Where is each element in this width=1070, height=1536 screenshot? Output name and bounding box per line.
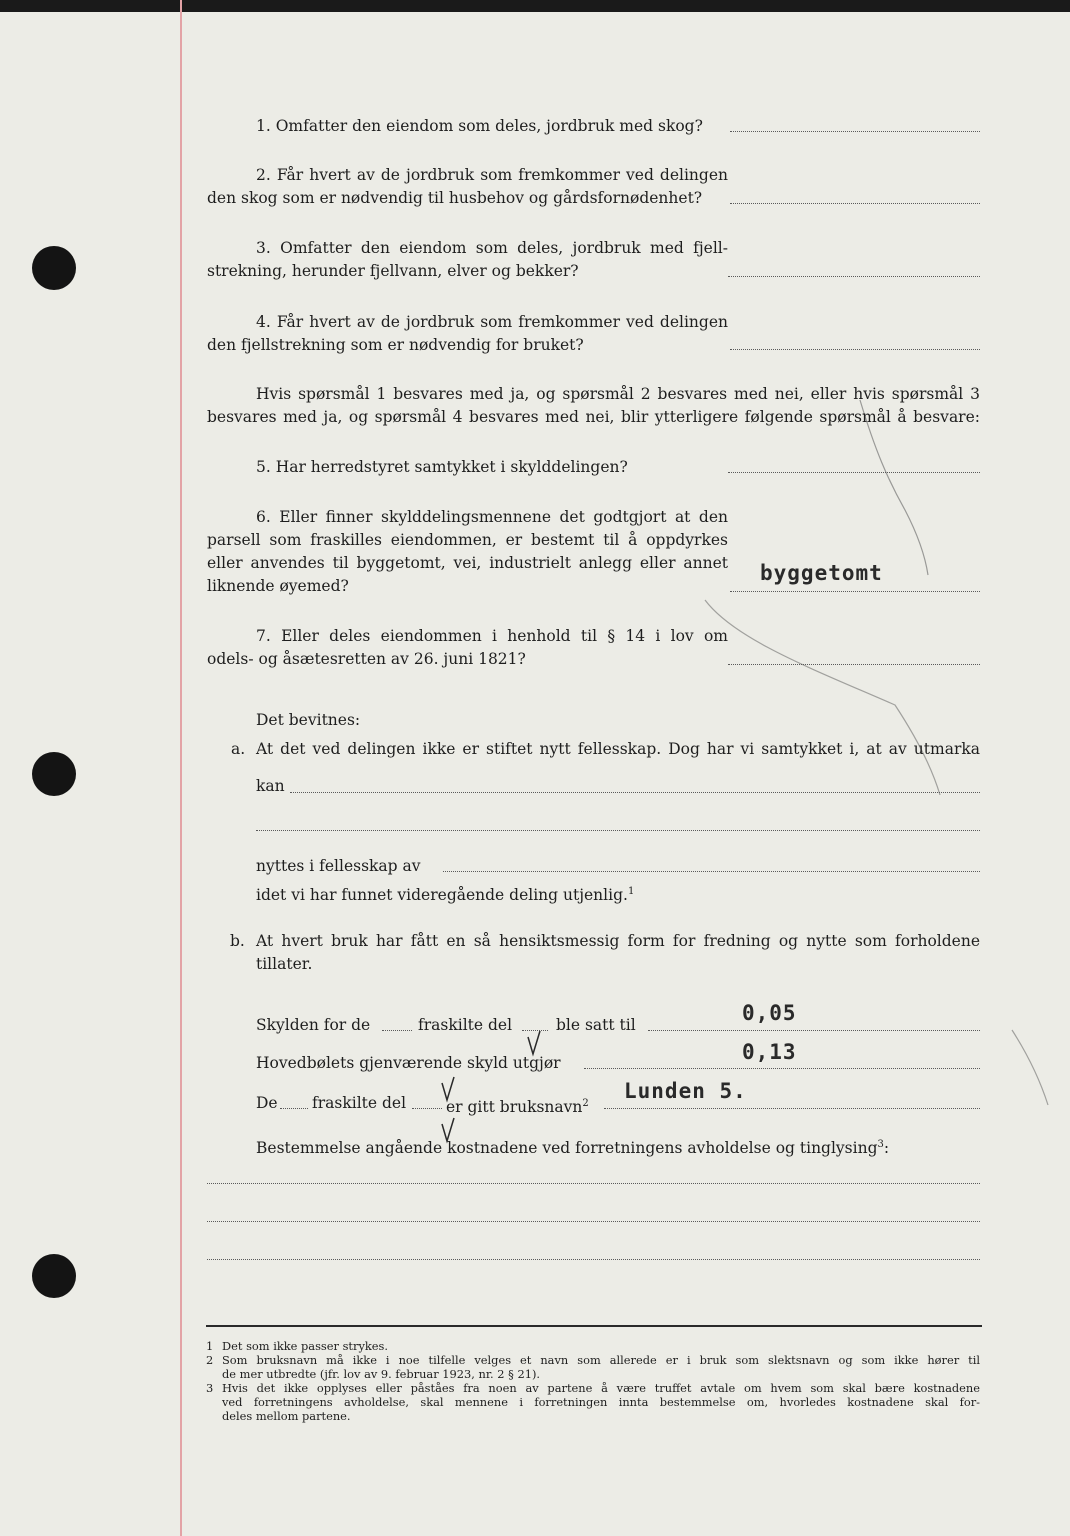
question-2-line-2: den skog som er nødvendig til husbehov og gårdsfornødenhet? [207, 189, 703, 207]
question-3-line-1: 3. Omfatter den eiendom som deles, jordbruk med fjell- [256, 239, 728, 257]
condition-line-1: Hvis spørsmål 1 besvares med ja, og spørsmål 2 besvares med nei, eller hvis spørsmål 3 [256, 385, 980, 403]
answer-line-bruksnavn[interactable] [604, 1108, 980, 1109]
skyld-label-2: fraskilte del [418, 1016, 513, 1034]
question-1: 1. Omfatter den eiendom som deles, jordbruk med skog? [256, 117, 703, 135]
question-2-line-1: 2. Får hvert av de jordbruk som fremkommer ved delingen [256, 166, 728, 184]
cost-line-2[interactable] [207, 1221, 980, 1222]
bruksnavn-label-1: De [256, 1094, 278, 1112]
answer-line-q7[interactable] [728, 664, 980, 665]
answer-line-q4[interactable] [730, 349, 980, 350]
cost-label-text: Bestemmelse angående kostnadene ved forretningens avholdelse og tinglysing [256, 1139, 878, 1158]
bruksnavn-label-3 [446, 1092, 589, 1119]
question-7-line-2: odels- og åsætesretten av 26. juni 1821? [207, 650, 526, 668]
attest-heading: Det bevitnes: [256, 711, 361, 729]
attest-nyttes: nyttes i fellesskap av [256, 857, 421, 875]
answer-line-q3[interactable] [728, 276, 980, 277]
skyld-blank-1[interactable] [382, 1030, 412, 1031]
bruksnavn-blank-1[interactable] [280, 1108, 308, 1109]
answer-line-skyld[interactable] [648, 1030, 980, 1031]
bruksnavn-blank-2[interactable] [412, 1108, 442, 1109]
footnote-ref-3: 3 [877, 1139, 884, 1150]
skyld-label-1: Skylden for de [256, 1016, 371, 1034]
skyld-value: 0,05 [742, 1001, 797, 1025]
footnote-1: Det som ikke passer strykes. [222, 1339, 388, 1353]
question-4-line-1: 4. Får hvert av de jordbruk som fremkommer ved delingen [256, 313, 728, 331]
footnote-ref-2: 2 [582, 1098, 589, 1109]
answer-line-q1[interactable] [730, 131, 980, 132]
question-6-line-2: parsell som fraskilles eiendommen, er bestemt til å oppdyrkes [207, 531, 728, 549]
attest-idet [256, 880, 634, 907]
skyld-label-3: ble satt til [556, 1016, 636, 1034]
question-6-line-4: liknende øyemed? [207, 577, 349, 595]
attest-a-label: a. [231, 740, 246, 758]
cost-label-colon: : [883, 1139, 890, 1158]
footnote-3-number: 3 [206, 1381, 214, 1395]
condition-line-2: besvares med ja, og spørsmål 4 besvares med nei, blir ytterligere følgende spørsmål å besvare: [207, 408, 980, 426]
attest-kan: kan [256, 777, 285, 795]
question-7-line-1: 7. Eller deles eiendommen i henhold til § 14 i lov om [256, 627, 728, 645]
footnote-2-line-1: Som bruksnavn må ikke i noe tilfelle velges et navn som allerede er i bruk som slektsnavn og som ikke hører til [222, 1353, 980, 1367]
answer-line-q6[interactable] [730, 591, 980, 592]
attest-b-line-1: At hvert bruk har fått en så hensiktsmessig form for fredning og nytte som forholdene [256, 932, 980, 950]
answer-line-kan[interactable] [290, 792, 980, 793]
bruksnavn-label-3-text: er gitt bruksnavn [446, 1098, 583, 1117]
footnote-rule [206, 1325, 982, 1327]
answer-q6-typed: byggetomt [760, 561, 883, 585]
hovedbol-label: Hovedbølets gjenværende skyld utgjør [256, 1054, 561, 1072]
footnote-2-number: 2 [206, 1353, 214, 1367]
bruksnavn-value: Lunden 5. [624, 1079, 747, 1103]
footnote-3-line-1: Hvis det ikke opplyses eller påståes fra noen av partene å være truffet avtale om hvem som skal bære kostnadene [222, 1381, 980, 1395]
footnote-2-line-2: de mer utbredte (jfr. lov av 9. februar 1923, nr. 2 § 21). [222, 1367, 541, 1381]
footnote-1-number: 1 [206, 1339, 214, 1353]
answer-line-q2[interactable] [730, 203, 980, 204]
footnote-ref-1: 1 [627, 886, 635, 897]
question-6-line-3: eller anvendes til byggetomt, vei, industrielt anlegg eller annet [207, 554, 728, 572]
footnote-3-line-2: ved forretningens avholdelse, skal mennene i forretningen innta bestemmelse om, hvorledes kostnadene skal for- [222, 1395, 980, 1409]
question-6-line-1: 6. Eller finner skylddelingsmennene det godtgjort at den [256, 508, 728, 526]
check-mark-1 [528, 1031, 540, 1054]
cost-line-1[interactable] [207, 1183, 980, 1184]
question-3-line-2: strekning, herunder fjellvann, elver og bekker? [207, 262, 579, 280]
pen-stroke-2 [705, 600, 940, 795]
cost-line-3[interactable] [207, 1259, 980, 1260]
skyld-blank-2[interactable] [522, 1030, 548, 1031]
pen-stroke-3 [1012, 1030, 1048, 1105]
answer-line-nyttes[interactable] [443, 871, 980, 872]
attest-idet-text: idet vi har funnet videregående deling utjenlig. [256, 886, 628, 905]
cost-label [256, 1133, 889, 1160]
attest-b-label: b. [230, 932, 245, 950]
question-4-line-2: den fjellstrekning som er nødvendig for bruket? [207, 336, 584, 354]
answer-line-q5[interactable] [728, 472, 980, 473]
footnote-3-line-3: deles mellom partene. [222, 1409, 351, 1423]
hovedbol-value: 0,13 [742, 1040, 797, 1064]
answer-line-hovedbol[interactable] [584, 1068, 980, 1069]
answer-line-kan-2[interactable] [256, 830, 980, 831]
attest-a-text: At det ved delingen ikke er stiftet nytt fellesskap. Dog har vi samtykket i, at av utmarka [256, 740, 980, 758]
question-5: 5. Har herredstyret samtykket i skylddelingen? [256, 458, 628, 476]
attest-b-line-2: tillater. [256, 955, 313, 973]
bruksnavn-label-2: fraskilte del [312, 1094, 407, 1112]
